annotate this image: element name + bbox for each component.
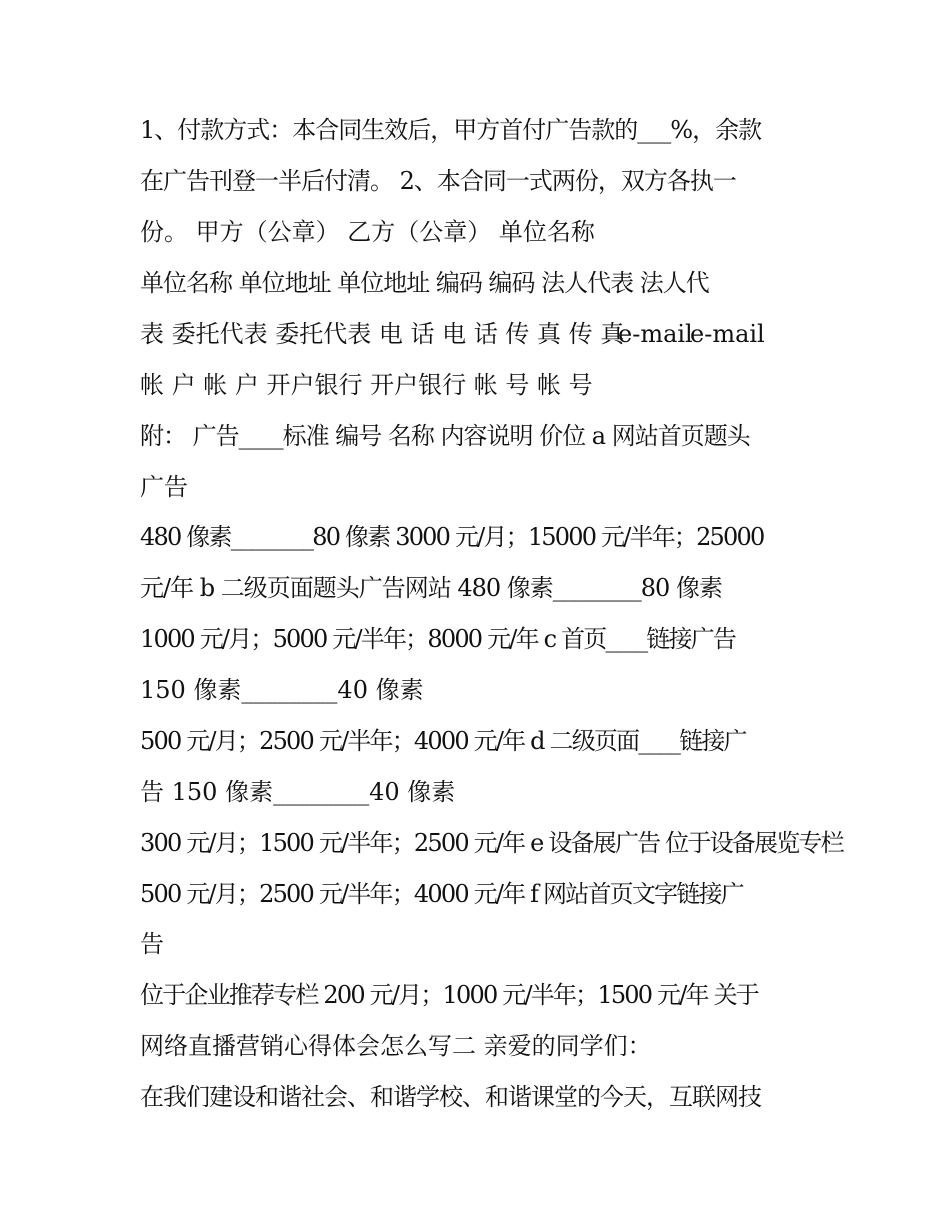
text-line-18: 位于企业推荐专栏 200 元/月；1000 元/半年；1500 元/年 关于 [140, 981, 758, 1009]
email-label-1: e-mail [618, 320, 693, 348]
text-line-11: 1000 元/月；5000 元/半年；8000 元/年 c 首页____链接广告 [140, 625, 736, 653]
text-line-4: 单位名称 单位地址 单位地址 编码 编码 法人代表 法人代 [140, 269, 709, 297]
text-line-15: 300 元/月；1500 元/半年；2500 元/年 e 设备展广告 位于设备展览专栏 [140, 829, 843, 857]
text-line-13: 500 元/月；2500 元/半年；4000 元/年 d 二级页面____链接广 [140, 727, 746, 755]
text-line-16: 500 元/月；2500 元/半年；4000 元/年 f 网站首页文字链接广 [140, 880, 743, 908]
text-line-9: 480 像素________80 像素 3000 元/月；15000 元/半年；25000 [140, 523, 764, 551]
text-line-1: 1、付款方式：本合同生效后，甲方首付广告款的___%，余款 [140, 116, 762, 144]
text-line-3: 份。 甲方（公章） 乙方（公章） 单位名称 [140, 218, 595, 246]
text-line-17: 告 [140, 930, 164, 958]
text-line-19: 网络直播营销心得体会怎么写二 亲爱的同学们： [140, 1032, 652, 1060]
text-line-6: 帐 户 帐 户 开户银行 开户银行 帐 号 帐 号 [140, 371, 593, 399]
text-line-2: 在广告刊登一半后付清。 2、本合同一式两份，双方各执一 [140, 167, 736, 195]
text-line-20: 在我们建设和谐社会、和谐学校、和谐课堂的今天，互联网技 [140, 1083, 761, 1111]
text-line-7: 附： 广告____标准 编号 名称 内容说明 价位 a 网站首页题头 [140, 422, 750, 450]
text-line-10: 元/年 b 二级页面题头广告网站 480 像素________80 像素 [140, 574, 722, 602]
text-line-5: 表 委托代表 委托代表 电 话 电 话 传 真 传 真 [140, 320, 625, 348]
text-line-12: 150 像素________40 像素 [140, 676, 424, 704]
text-line-14: 告 150 像素________40 像素 [140, 778, 456, 806]
email-label-2: e-mail [690, 320, 765, 348]
text-line-8: 广告 [140, 473, 188, 501]
